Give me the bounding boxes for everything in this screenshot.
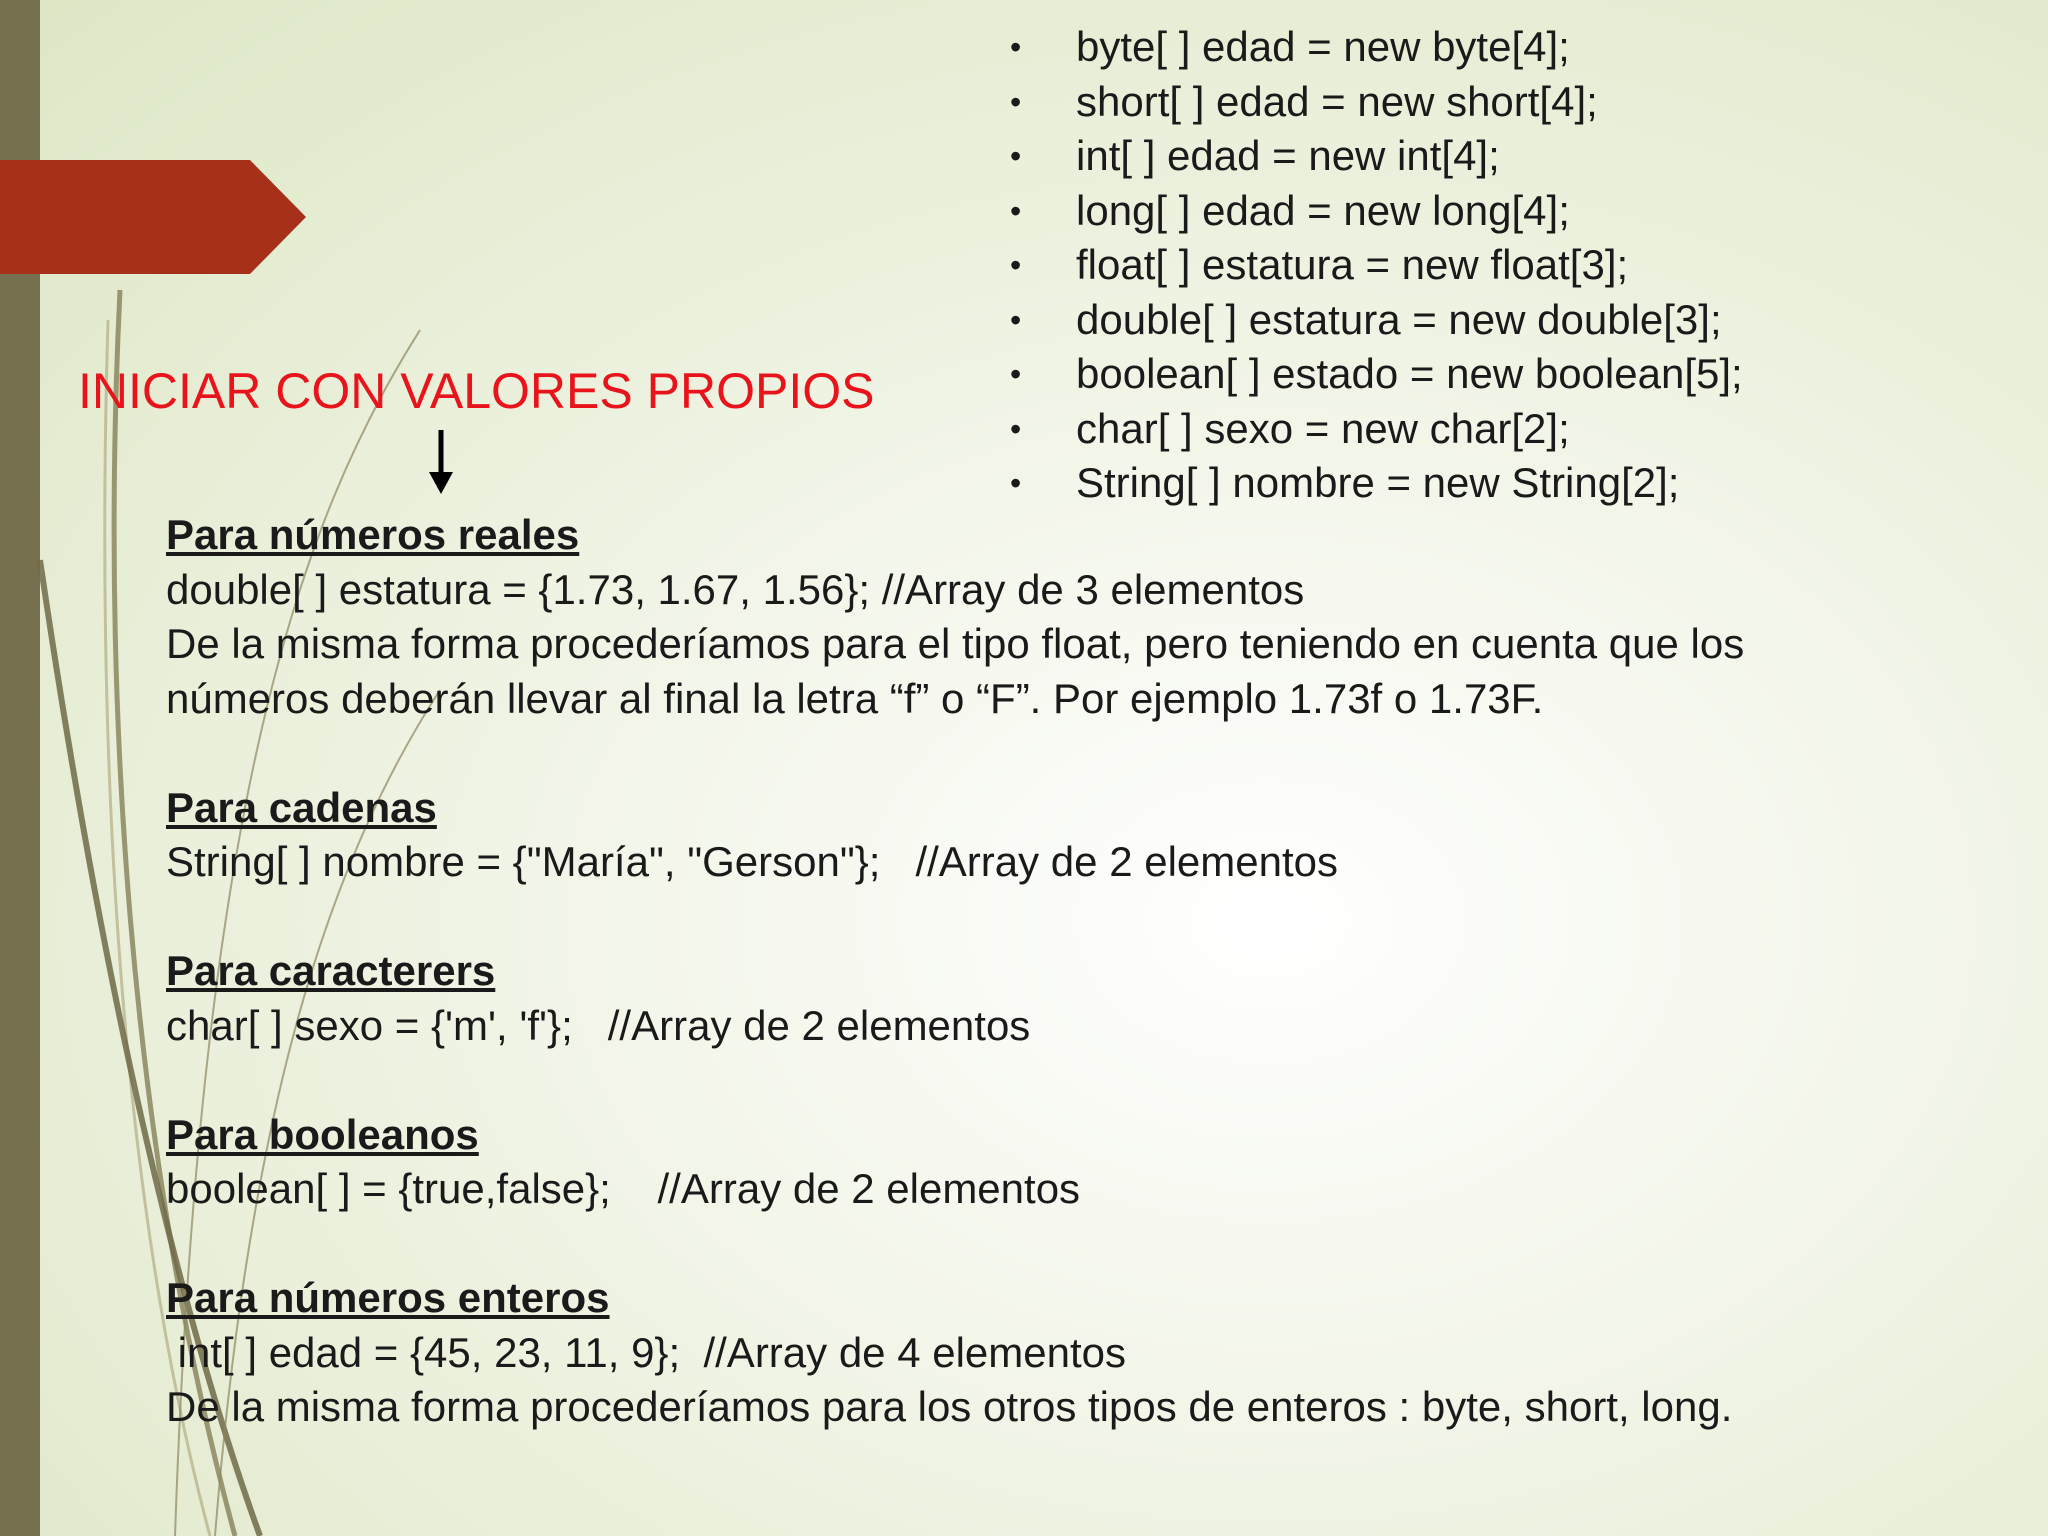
bullet-dot-icon: • xyxy=(1010,29,1022,65)
code-example-item: • boolean[ ] estado = new boolean[5]; xyxy=(1010,347,1743,402)
code-example-item: • double[ ] estatura = new double[3]; xyxy=(1010,293,1743,348)
code-line: int[ ] edad = {45, 23, 11, 9}; //Array de 4 elementos xyxy=(166,1328,1127,1376)
bullet-dot-icon: • xyxy=(1010,83,1022,120)
red-arrow-tab xyxy=(0,160,310,275)
code-example-item: • long[ ] edad = new long[4]; xyxy=(1010,184,1743,239)
code-example-item: • String[ ] nombre = new String[2]; xyxy=(1010,456,1743,511)
code-line: boolean[ ] = {true,false}; //Array de 2 elementos xyxy=(166,1165,1081,1212)
section-numeros-reales xyxy=(166,508,2026,726)
code-example-item: • byte[ ] edad = new byte[4]; xyxy=(1010,20,1743,75)
code-line: char[ ] sexo = {'m', 'f'}; //Array de 2 elementos xyxy=(166,1001,1031,1049)
bullet-dot-icon: • xyxy=(1010,465,1022,501)
section-caracteres xyxy=(166,944,2026,1053)
section-heading: Para booleanos xyxy=(166,1110,479,1158)
code-example-item: • char[ ] sexo = new char[2]; xyxy=(1010,402,1743,457)
arrow-down-icon xyxy=(426,430,456,496)
section-booleanos xyxy=(166,1108,2026,1217)
section-paragraph: De la misma forma procederíamos para el tipo float, pero teniendo en cuenta que los números deberán llevar al final la letra “f” o “F”. Por ejemplo 1.73f o 1.73F. xyxy=(166,620,1745,722)
code-example-item: • float[ ] estatura = new float[3]; xyxy=(1010,238,1743,293)
code-line: double[ ] estatura = {1.73, 1.67, 1.56}; //Array de 3 elementos xyxy=(166,565,1305,613)
code-line: String[ ] nombre = {"María", "Gerson"}; //Array de 2 elementos xyxy=(166,838,1339,885)
section-numeros-enteros xyxy=(166,1271,2026,1435)
section-paragraph: De la misma forma procederíamos para los otros tipos de enteros : byte, short, long. xyxy=(166,1383,1733,1430)
code-examples-list xyxy=(1010,20,1743,511)
section-cadenas xyxy=(166,781,2026,890)
bullet-dot-icon: • xyxy=(1010,356,1022,392)
slide-title: INICIAR CON VALORES PROPIOS xyxy=(78,363,875,419)
section-heading: Para números reales xyxy=(166,511,580,558)
slide-content xyxy=(166,508,2026,1489)
section-heading: Para caracterers xyxy=(166,947,496,994)
code-example-item: • short[ ] edad = new short[4]; xyxy=(1010,75,1743,130)
section-heading: Para números enteros xyxy=(166,1274,610,1321)
bullet-dot-icon: • xyxy=(1010,410,1022,447)
bullet-dot-icon: • xyxy=(1010,192,1022,229)
section-heading: Para cadenas xyxy=(166,783,437,831)
bullet-dot-icon: • xyxy=(1010,138,1022,174)
bullet-dot-icon: • xyxy=(1010,247,1022,283)
bullet-dot-icon: • xyxy=(1010,301,1022,338)
code-example-item: • int[ ] edad = new int[4]; xyxy=(1010,129,1743,184)
